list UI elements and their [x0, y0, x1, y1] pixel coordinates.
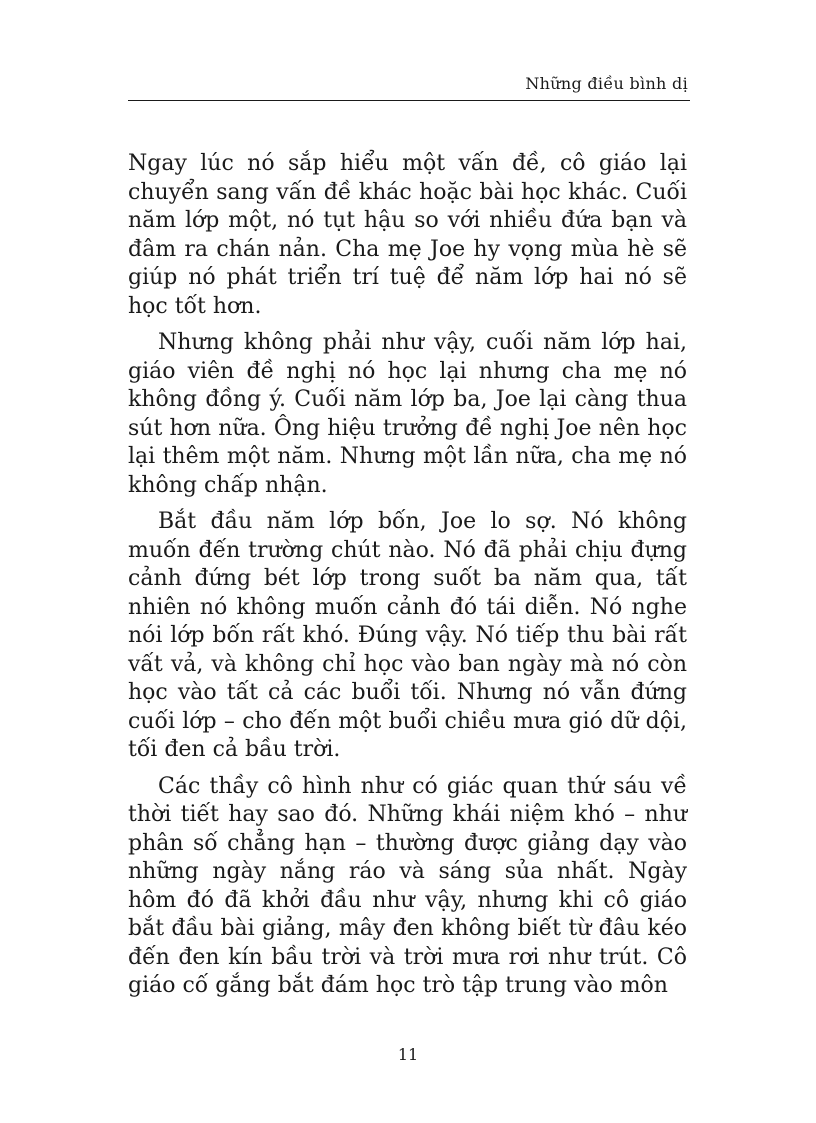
- paragraph-3: Bắt đầu năm lớp bốn, Joe lo sợ. Nó không muốn đến trường chút nào. Nó đã phải chịu đựng cảnh đứng bét lớp trong suốt ba năm qua, tất nhiên nó không muốn cảnh đó tái diễn. Nó nghe nói lớp bốn rất khó. Đúng vậy. Nó tiếp thu bài rất vất vả, và không chỉ học vào ban ngày mà nó còn học vào tất cả các buổi tối. Nhưng nó vẫn đứng cuối lớp – cho đến một buổi chiều mưa gió dữ dội, tối đen cả bầu trời.: [128, 509, 687, 762]
- body-text: [128, 150, 687, 1009]
- page-number: 11: [397, 1045, 419, 1064]
- header-rule: [128, 100, 690, 101]
- paragraph-1: Ngay lúc nó sắp hiểu một vấn đề, cô giáo lại chuyển sang vấn đề khác hoặc bài học khác. Cuối năm lớp một, nó tụt hậu so với nhiều đứa bạn và đâm ra chán nản. Cha mẹ Joe hy vọng mùa hè sẽ giúp nó phát triển trí tuệ để năm lớp hai nó sẽ học tốt hơn.: [128, 151, 687, 319]
- paragraph-4: Các thầy cô hình như có giác quan thứ sáu về thời tiết hay sao đó. Những khái niệm khó – như phân số chẳng hạn – thường được giảng dạy vào những ngày nắng ráo và sáng sủa nhất. Ngày hôm đó đã khởi đầu như vậy, nhưng khi cô giáo bắt đầu bài giảng, mây đen không biết từ đâu kéo đến đen kín bầu trời và trời mưa rơi như trút. Cô giáo cố gắng bắt đám học trò tập trung vào môn: [128, 773, 687, 998]
- running-header-title: Những điều bình dị: [525, 74, 688, 93]
- paragraph-2: Nhưng không phải như vậy, cuối năm lớp hai, giáo viên đề nghị nó học lại nhưng cha mẹ nó không đồng ý. Cuối năm lớp ba, Joe lại càng thua sút hơn nữa. Ông hiệu trưởng đề nghị Joe nên học lại thêm một năm. Nhưng một lần nữa, cha mẹ nó không chấp nhận.: [128, 330, 687, 498]
